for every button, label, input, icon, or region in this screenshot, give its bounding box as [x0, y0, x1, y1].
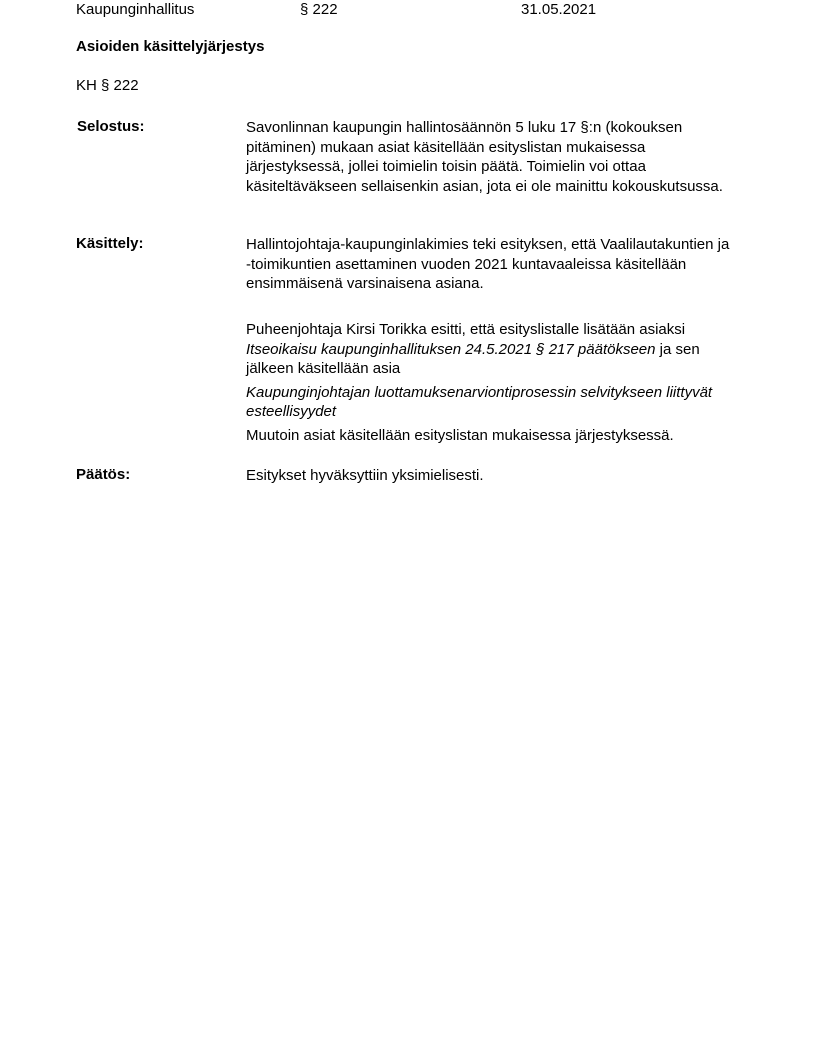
proposal-item-1-title: Itseoikaisu kaupunginhallituksen 24.5.2021 § 217 päätökseen: [246, 340, 656, 358]
kasittely-paragraph-2: [246, 320, 736, 445]
proposal-intro: Puheenjohtaja Kirsi Torikka esitti, että esityslistalle lisätään asiaksi: [246, 321, 686, 338]
paatos-text: Esitykset hyväksyttiin yksimielisesti.: [246, 467, 484, 484]
proposal-closing: Muutoin asiat käsitellään esityslistan mukaisessa järjestyksessä.: [246, 426, 674, 444]
selostus-text: Savonlinnan kaupungin hallintosäännön 5 luku 17 §:n (kokouksen pitäminen) mukaan asiat käsitellään esityslistan mukaisessa järjestyksessä, jollei toimielin toisin päätä. Toimielin voi ottaa käsiteltäväkseen sellaisenkin asian, jota ei ole mainittu kokouskutsussa.: [246, 119, 723, 195]
body-name: Kaupunginhallitus: [76, 1, 195, 18]
kasittely-label: Käsittely:: [76, 235, 144, 252]
selostus-label: Selostus:: [77, 118, 145, 135]
document-title: Asioiden käsittelyjärjestys: [76, 38, 265, 55]
section-number: § 222: [300, 1, 338, 18]
paatos-label: Päätös:: [76, 466, 131, 483]
meeting-date: 31.05.2021: [521, 1, 597, 18]
section-reference: KH § 222: [76, 77, 139, 94]
proposal-item-1-rest: ja sen jälkeen käsitellään asia: [246, 340, 700, 377]
kasittely-paragraph-1: Hallintojohtaja-kaupunginlakimies teki esityksen, että Vaalilautakuntien ja -toimikuntien asettaminen vuoden 2021 kuntavaaleissa käsitellään ensimmäisenä varsinaisena asiana.: [246, 236, 730, 292]
proposal-item-2: Kaupunginjohtajan luottamuksenarviontiprosessin selvitykseen liittyvät esteellisyydet: [246, 383, 713, 420]
proposal-item-1: [246, 340, 736, 379]
